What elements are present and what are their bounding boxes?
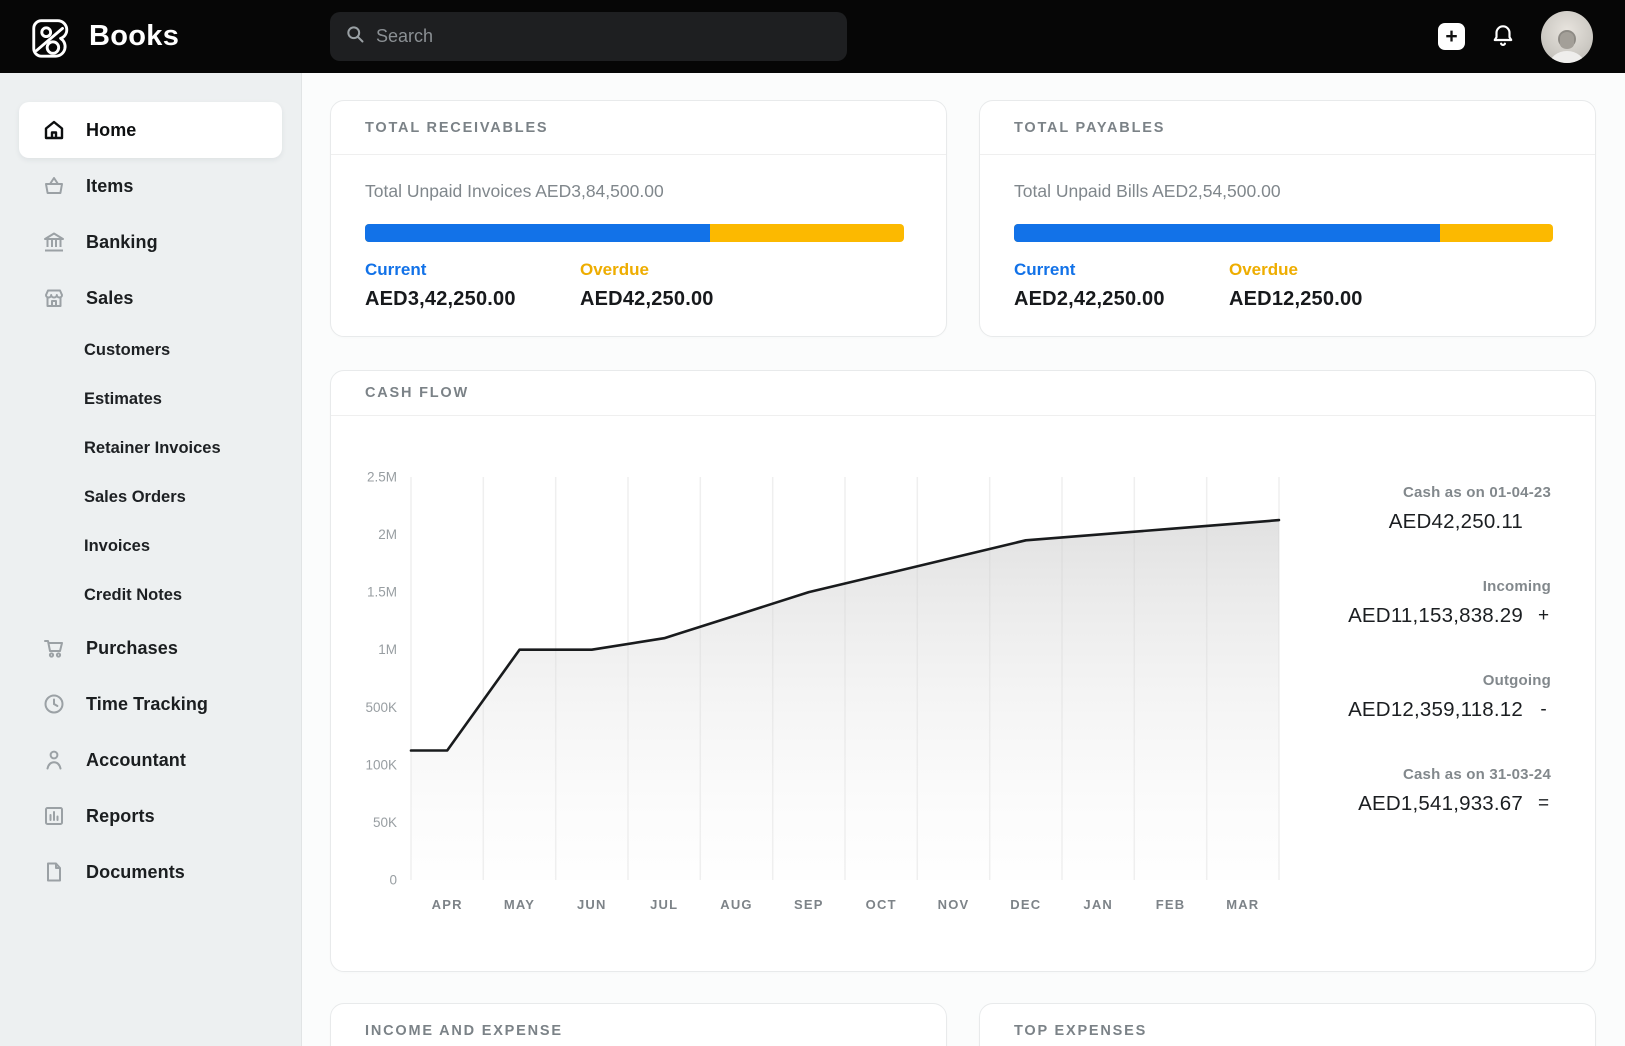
payables-progress-bar (1014, 224, 1553, 242)
clock-icon (42, 692, 66, 716)
stat-outgoing: Outgoing AED12,359,118.12 - (1348, 672, 1551, 721)
svg-text:SEP: SEP (793, 897, 824, 912)
sidebar-item-home[interactable] (19, 102, 282, 158)
storefront-icon (42, 286, 66, 310)
card-header (331, 371, 1595, 416)
card-header (331, 1004, 946, 1046)
payables-overdue-label: Overdue (1229, 260, 1298, 279)
svg-text:1M: 1M (378, 642, 397, 658)
sidebar (0, 73, 302, 1046)
cashflow-chart (347, 434, 1287, 927)
income-expense-title: INCOME AND EXPENSE (365, 1022, 563, 1039)
search-input[interactable] (376, 26, 832, 47)
sidebar-item-retainer-invoices[interactable] (19, 424, 282, 473)
sidebar-item-label: Customers (84, 341, 171, 359)
person-icon (42, 748, 66, 772)
sidebar-item-estimates[interactable] (19, 375, 282, 424)
avatar[interactable] (1541, 11, 1593, 63)
payables-title: TOTAL PAYABLES (1014, 119, 1166, 136)
search-icon (345, 24, 365, 49)
quick-add-button[interactable]: + (1438, 23, 1465, 50)
cashflow-stats (1287, 434, 1551, 927)
top-expenses-card (979, 1003, 1596, 1046)
payables-current-value: AED2,42,250.00 (1014, 288, 1165, 310)
sidebar-item-label: Reports (86, 805, 155, 826)
svg-text:JUL: JUL (650, 897, 679, 912)
bar-chart-icon (42, 804, 66, 828)
svg-text:DEC: DEC (1010, 897, 1042, 912)
card-header (980, 101, 1595, 155)
sidebar-item-label: Sales (86, 287, 134, 308)
receivables-bar-current (365, 224, 710, 242)
receivables-overdue-label: Overdue (580, 260, 649, 279)
stat-opening-cash: Cash as on 01-04-23 AED42,250.11 (1388, 484, 1551, 533)
sidebar-item-sales[interactable] (19, 270, 282, 326)
income-and-expense-card (330, 1003, 947, 1046)
total-payables-card (979, 100, 1596, 337)
sidebar-item-label: Invoices (84, 537, 151, 555)
receivables-progress-bar (365, 224, 904, 242)
svg-text:JUN: JUN (576, 897, 607, 912)
app-logo[interactable] (28, 14, 179, 60)
sidebar-item-reports[interactable] (19, 788, 282, 844)
sidebar-item-label: Banking (86, 231, 158, 252)
stat-closing-cash: Cash as on 31-03-24 AED1,541,933.67 = (1358, 766, 1551, 815)
svg-text:500K: 500K (365, 699, 397, 715)
receivables-summary: Total Unpaid Invoices AED3,84,500.00 (365, 181, 664, 201)
sidebar-item-documents[interactable] (19, 844, 282, 900)
svg-text:2.5M: 2.5M (366, 469, 397, 485)
bank-icon (42, 230, 66, 254)
sidebar-item-label: Sales Orders (84, 488, 186, 506)
top-bar (0, 0, 1625, 73)
receivables-current-label: Current (365, 260, 427, 279)
sidebar-item-label: Home (86, 119, 137, 140)
svg-text:100K: 100K (365, 757, 397, 773)
svg-text:1.5M: 1.5M (366, 584, 397, 600)
sidebar-item-invoices[interactable] (19, 522, 282, 571)
svg-text:50K: 50K (372, 814, 397, 830)
svg-text:FEB: FEB (1155, 897, 1186, 912)
svg-text:AUG: AUG (720, 897, 753, 912)
document-icon (42, 860, 66, 884)
app-name: Books (89, 20, 180, 52)
svg-text:0: 0 (389, 872, 397, 888)
bell-icon (1490, 36, 1516, 51)
total-receivables-card (330, 100, 947, 337)
equals-symbol: = (1537, 793, 1550, 814)
sidebar-item-items[interactable] (19, 158, 282, 214)
stat-incoming: Incoming AED11,153,838.29 + (1348, 578, 1551, 627)
svg-text:NOV: NOV (937, 897, 970, 912)
svg-text:JAN: JAN (1083, 897, 1114, 912)
sidebar-item-accountant[interactable] (19, 732, 282, 788)
sidebar-item-label: Credit Notes (84, 586, 183, 604)
top-expenses-title: TOP EXPENSES (1014, 1022, 1148, 1039)
cash-flow-card (330, 370, 1596, 972)
cart-icon (42, 636, 66, 660)
svg-text:2M: 2M (378, 527, 397, 543)
basket-icon (42, 174, 66, 198)
sidebar-item-label: Items (86, 175, 134, 196)
plus-symbol: + (1537, 605, 1550, 626)
svg-text:OCT: OCT (865, 897, 897, 912)
cash-flow-title: CASH FLOW (365, 385, 469, 401)
card-header (331, 101, 946, 155)
sidebar-item-label: Accountant (86, 749, 186, 770)
books-logo-icon (28, 14, 74, 60)
svg-text:MAR: MAR (1226, 897, 1260, 912)
sidebar-item-label: Estimates (84, 390, 162, 408)
sidebar-item-label: Time Tracking (86, 693, 209, 714)
sidebar-item-time-tracking[interactable] (19, 676, 282, 732)
payables-current-label: Current (1014, 260, 1076, 279)
sidebar-item-credit-notes[interactable] (19, 571, 282, 620)
receivables-current-value: AED3,42,250.00 (365, 288, 516, 310)
svg-text:APR: APR (431, 897, 463, 912)
dashboard (303, 73, 1625, 1046)
svg-text:MAY: MAY (503, 897, 536, 912)
minus-symbol: - (1540, 699, 1547, 720)
sidebar-item-label: Retainer Invoices (84, 439, 221, 457)
payables-bar-current (1014, 224, 1440, 242)
receivables-overdue-value: AED42,250.00 (580, 288, 714, 310)
sidebar-item-purchases[interactable] (19, 620, 282, 676)
payables-overdue-value: AED12,250.00 (1229, 288, 1363, 310)
receivables-title: TOTAL RECEIVABLES (365, 119, 549, 136)
home-icon (42, 118, 66, 142)
sidebar-item-customers[interactable] (19, 326, 282, 375)
notifications-button[interactable] (1490, 22, 1516, 51)
sidebar-item-label: Purchases (86, 637, 178, 658)
sidebar-item-banking[interactable] (19, 214, 282, 270)
payables-summary: Total Unpaid Bills AED2,54,500.00 (1014, 181, 1281, 201)
search-bar[interactable] (330, 12, 847, 61)
sidebar-item-label: Documents (86, 861, 185, 882)
sidebar-item-sales-orders[interactable] (19, 473, 282, 522)
card-header (980, 1004, 1595, 1046)
